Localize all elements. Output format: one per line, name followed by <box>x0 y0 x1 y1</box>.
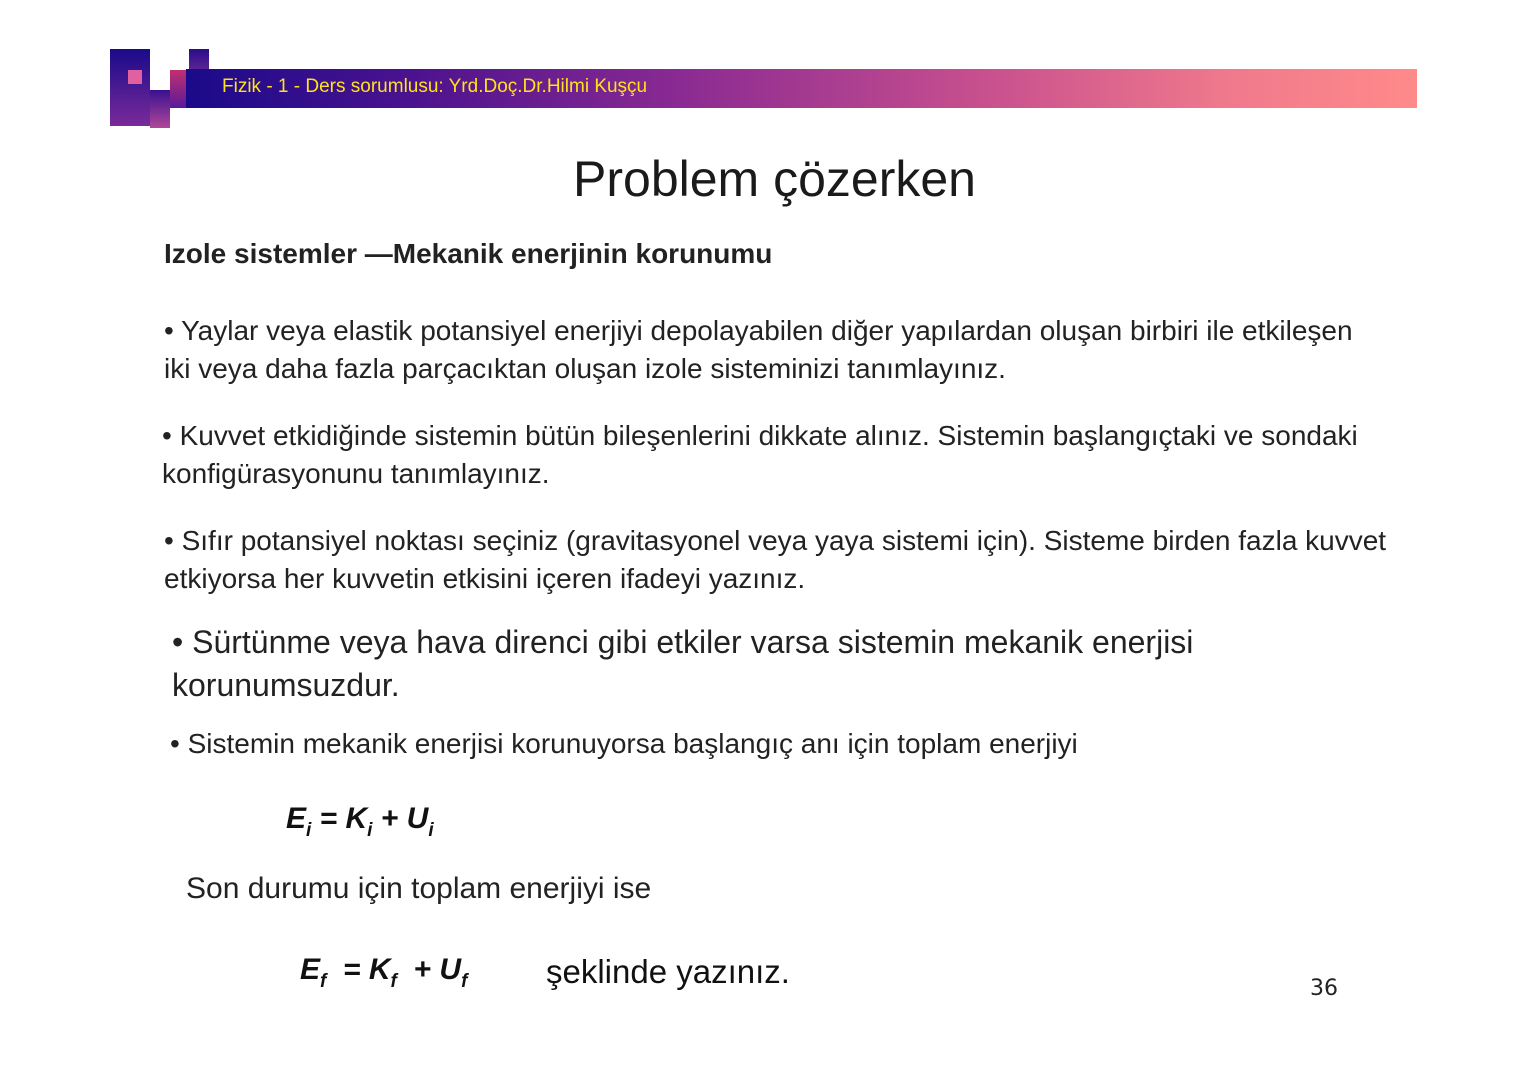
logo-square <box>150 90 170 128</box>
formula-final-energy: $E_f = K_f + U_f$ <box>300 953 468 992</box>
page-number: 36 <box>1310 976 1338 1001</box>
section-subheading: Izole sistemler —Mekanik enerjinin korunumu <box>164 238 773 269</box>
final-suffix-text: şeklinde yazınız. <box>546 953 790 990</box>
bullet-2: • Kuvvet etkidiğinde sistemin bütün bileşenlerini dikkate alınız. Sistemin başlangıçtaki ve sondaki konfigürasyonunu tanımlayınız. <box>162 420 1358 489</box>
final-intro-text: Son durumu için toplam enerjiyi ise <box>186 872 652 905</box>
slide-title: Problem çözerken <box>573 151 976 207</box>
logo-square <box>128 70 142 84</box>
course-header: Fizik - 1 - Ders sorumlusu: Yrd.Doç.Dr.Hilmi Kuşçu <box>222 76 648 97</box>
bullet-3: • Sıfır potansiyel noktası seçiniz (gravitasyonel veya yaya sistemi için). Sisteme birden fazla kuvvet etkiyorsa her kuvvetin etkisini içeren ifadeyi yazınız. <box>164 525 1387 594</box>
formula-initial-energy: $E_i = K_i + U_i$ <box>286 802 434 841</box>
bullet-4: • Sürtünme veya hava direnci gibi etkiler varsa sistemin mekanik enerjisi korunumsuzdur. <box>172 624 1194 703</box>
bullet-1: • Yaylar veya elastik potansiyel enerjiyi depolayabilen diğer yapılardan oluşan birbiri ile etkileşen iki veya daha fazla parçacıktan oluşan izole sisteminizi tanımlayınız. <box>164 315 1353 384</box>
logo-square <box>110 49 150 126</box>
bullet-5: • Sistemin mekanik enerjisi korunuyorsa başlangıç anı için toplam enerjiyi <box>170 728 1078 759</box>
